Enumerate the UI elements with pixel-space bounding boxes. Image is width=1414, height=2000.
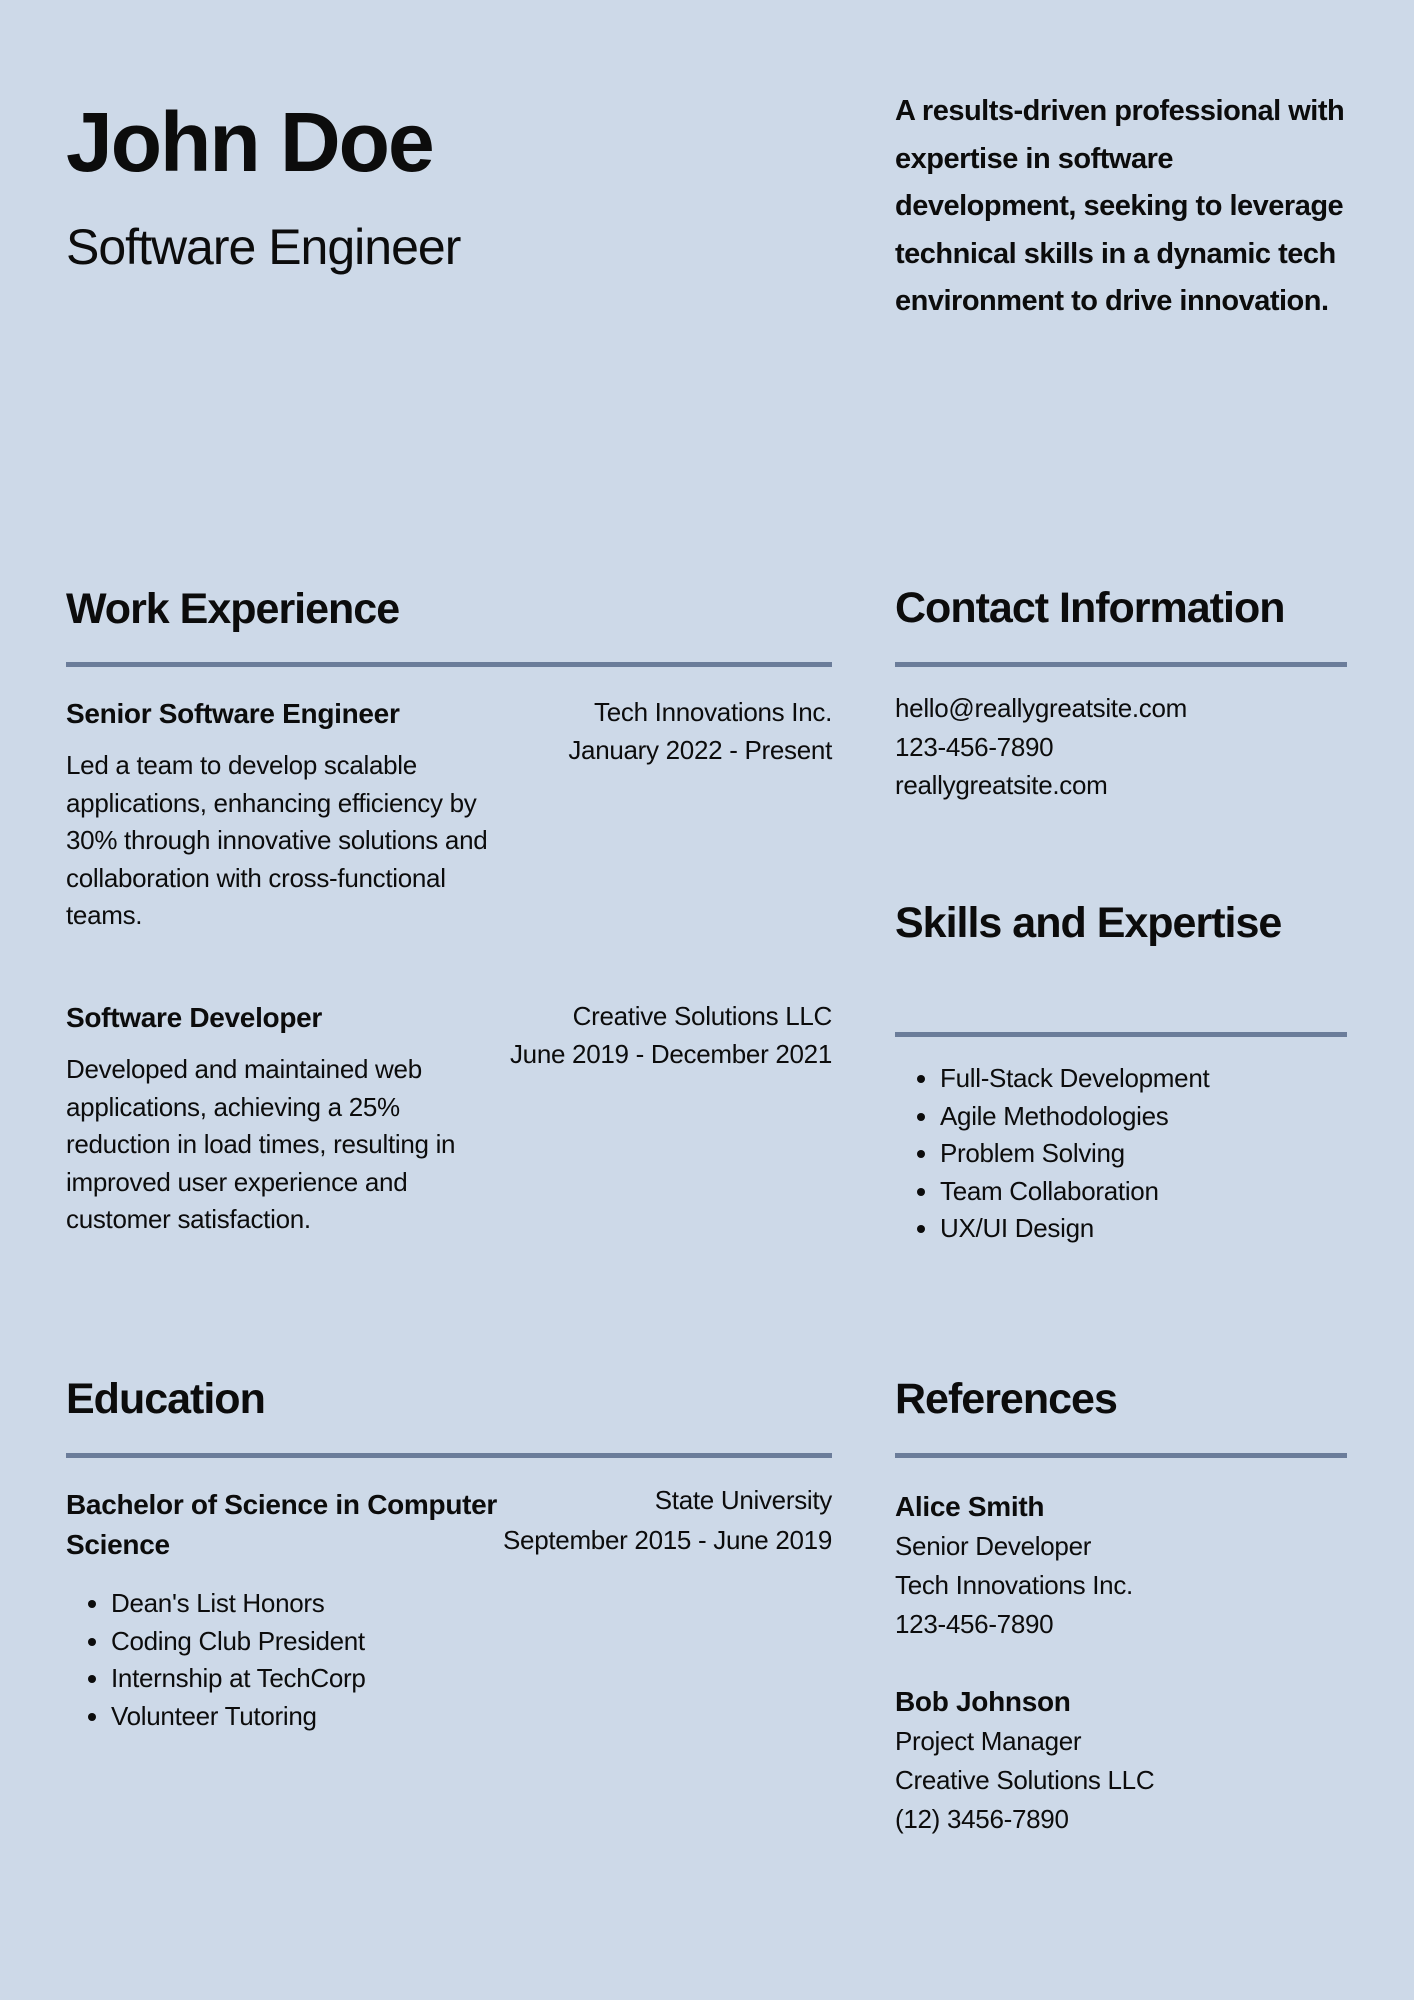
education-dates: September 2015 - June 2019	[503, 1525, 832, 1555]
job-description: Led a team to develop scalable applications, enhancing efficiency by 30% through innovative solutions and collaboration with cross-functional teams.	[66, 750, 488, 930]
education-school: State University	[654, 1485, 832, 1515]
profile-summary: A results-driven professional with expertise in software development, seeking to leverage technical skills in a dynamic tech environment to drive innovation.	[895, 95, 1345, 317]
job-description: Developed and maintained web applications, achieving a 25% reduction in load times, resulting in improved user experience and customer satisfaction.	[66, 1054, 456, 1234]
skills-list	[895, 1060, 1209, 1248]
skills-section	[895, 899, 1347, 947]
reference-phone[interactable]: (12) 3456-7890	[895, 1804, 1069, 1834]
work-experience-title: Work Experience	[66, 585, 400, 633]
job-title: Senior Software Engineer	[66, 698, 400, 729]
reference-company: Tech Innovations Inc.	[895, 1570, 1133, 1600]
list-item: • UX/UI Design	[940, 1210, 1209, 1248]
references-section	[895, 1375, 1347, 1423]
reference-position: Project Manager	[895, 1726, 1082, 1756]
job-company: Creative Solutions LLC	[572, 1001, 832, 1031]
list-item: • Problem Solving	[940, 1135, 1209, 1173]
contact-email[interactable]: hello@reallygreatsite.com	[895, 693, 1188, 723]
job-entry	[66, 694, 832, 944]
contact-title: Contact Information	[895, 584, 1285, 632]
reference-entry	[895, 1487, 1133, 1644]
education-degree: Bachelor of Science in Computer Science	[66, 1489, 498, 1560]
job-dates: January 2022 - Present	[568, 734, 832, 765]
job-company-dates	[510, 998, 832, 1073]
list-item: • Coding Club President	[111, 1623, 366, 1661]
skills-title: Skills and Expertise	[895, 899, 1282, 947]
candidate-role: Software Engineer	[66, 219, 461, 275]
education-title: Education	[66, 1375, 265, 1423]
job-entry	[66, 998, 832, 1248]
job-title: Software Developer	[66, 1002, 323, 1033]
list-item: • Team Collaboration	[940, 1173, 1209, 1211]
work-experience-section	[66, 585, 832, 633]
reference-entry	[895, 1682, 1154, 1839]
education-divider	[66, 1453, 832, 1458]
candidate-name: John Doe	[66, 95, 433, 189]
list-item: • Internship at TechCorp	[111, 1660, 366, 1698]
contact-divider	[895, 662, 1347, 667]
contact-phone[interactable]: 123-456-7890	[895, 731, 1054, 762]
references-divider	[895, 1453, 1347, 1458]
skills-divider	[895, 1032, 1347, 1037]
list-item: • Full-Stack Development	[940, 1060, 1209, 1098]
list-item: • Dean's List Honors	[111, 1585, 366, 1623]
list-item: • Agile Methodologies	[940, 1098, 1209, 1136]
education-highlights	[66, 1585, 366, 1735]
list-item: • Volunteer Tutoring	[111, 1698, 366, 1736]
contact-section	[895, 584, 1347, 632]
job-company: Tech Innovations Inc.	[594, 697, 832, 727]
reference-name: Bob Johnson	[895, 1686, 1071, 1717]
education-section	[66, 1375, 832, 1423]
job-company-dates	[568, 694, 832, 769]
contact-website[interactable]: reallygreatsite.com	[895, 770, 1108, 800]
reference-position: Senior Developer	[895, 1531, 1092, 1561]
job-dates: June 2019 - December 2021	[509, 1038, 832, 1069]
education-school-dates	[503, 1480, 832, 1560]
reference-phone[interactable]: 123-456-7890	[895, 1609, 1054, 1639]
education-entry	[66, 1485, 832, 1745]
references-title: References	[895, 1375, 1117, 1423]
work-experience-divider	[66, 662, 832, 667]
reference-name: Alice Smith	[895, 1491, 1045, 1522]
contact-details	[895, 689, 1187, 805]
reference-company: Creative Solutions LLC	[895, 1765, 1155, 1795]
